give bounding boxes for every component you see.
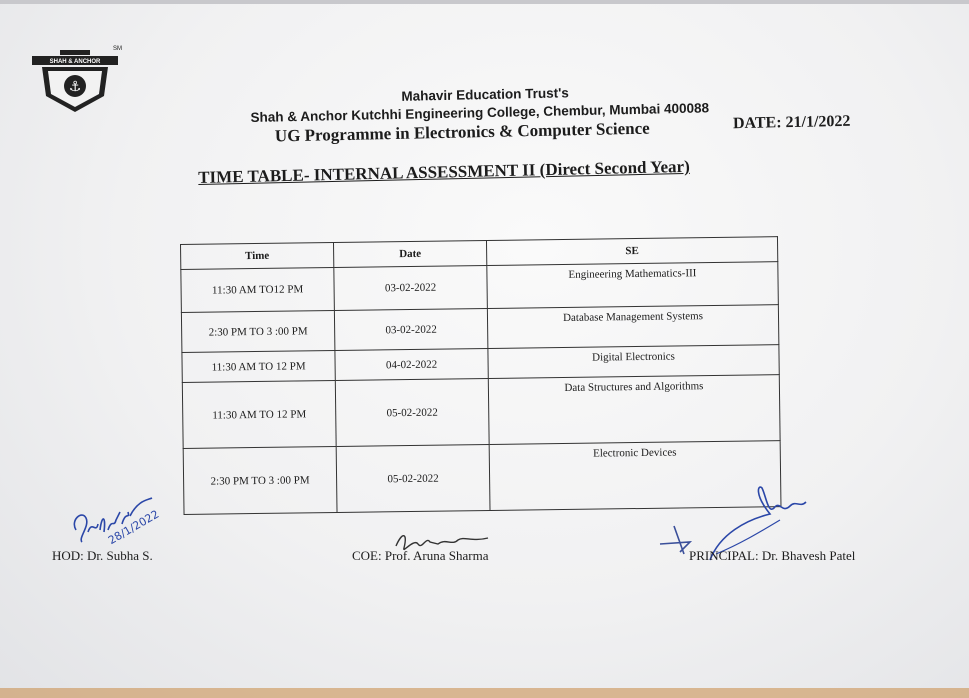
cell-subject: Electronic Devices bbox=[489, 441, 781, 511]
cell-time: 11:30 AM TO12 PM bbox=[181, 267, 335, 312]
cell-time: 11:30 AM TO 12 PM bbox=[182, 380, 336, 448]
college-logo bbox=[30, 46, 120, 114]
top-edge bbox=[0, 0, 969, 4]
timetable-table bbox=[180, 236, 781, 515]
trademark-label: SM bbox=[113, 46, 122, 52]
cell-date: 03-02-2022 bbox=[334, 265, 488, 310]
cell-time: 2:30 PM TO 3 :00 PM bbox=[181, 310, 335, 352]
logo-text: SHAH & ANCHOR bbox=[49, 59, 101, 65]
hod-signature bbox=[68, 490, 178, 550]
cell-date: 03-02-2022 bbox=[334, 308, 488, 350]
hod-signature-date: 28/1/2022 bbox=[105, 507, 162, 548]
header-date: Date bbox=[333, 240, 486, 267]
header-se: SE bbox=[486, 237, 777, 266]
document-date: DATE: 21/1/2022 bbox=[732, 112, 851, 133]
cell-date: 05-02-2022 bbox=[335, 378, 489, 446]
svg-text:⚓: ⚓ bbox=[68, 79, 82, 95]
cell-date: 05-02-2022 bbox=[336, 444, 490, 512]
programme-name: UG Programme in Electronics & Computer Science bbox=[274, 118, 650, 146]
cell-time: 11:30 AM TO 12 PM bbox=[182, 350, 335, 382]
table-row bbox=[182, 375, 780, 449]
cell-subject: Digital Electronics bbox=[488, 345, 779, 379]
cell-subject: Data Structures and Algorithms bbox=[488, 375, 780, 445]
cell-time: 2:30 PM TO 3 :00 PM bbox=[183, 446, 337, 514]
trust-name: Mahavir Education Trust's bbox=[401, 85, 569, 104]
header-time: Time bbox=[181, 242, 334, 269]
cell-date: 04-02-2022 bbox=[335, 348, 488, 380]
timetable bbox=[180, 236, 781, 515]
document-header bbox=[250, 82, 751, 147]
hod-name: HOD: Dr. Subha S. bbox=[52, 548, 153, 563]
timetable-title: TIME TABLE- INTERNAL ASSESSMENT II (Direct Second Year) bbox=[198, 156, 690, 187]
coe-name: COE: Prof. Aruna Sharma bbox=[352, 548, 489, 563]
college-name: Shah & Anchor Kutchhi Engineering College, Chembur, Mumbai 400088 bbox=[250, 100, 710, 125]
principal-name: PRINCIPAL: Dr. Bhavesh Patel bbox=[689, 548, 856, 563]
cell-subject: Engineering Mathematics-III bbox=[487, 262, 779, 309]
bottom-edge bbox=[0, 688, 969, 698]
cell-subject: Database Management Systems bbox=[487, 305, 778, 349]
